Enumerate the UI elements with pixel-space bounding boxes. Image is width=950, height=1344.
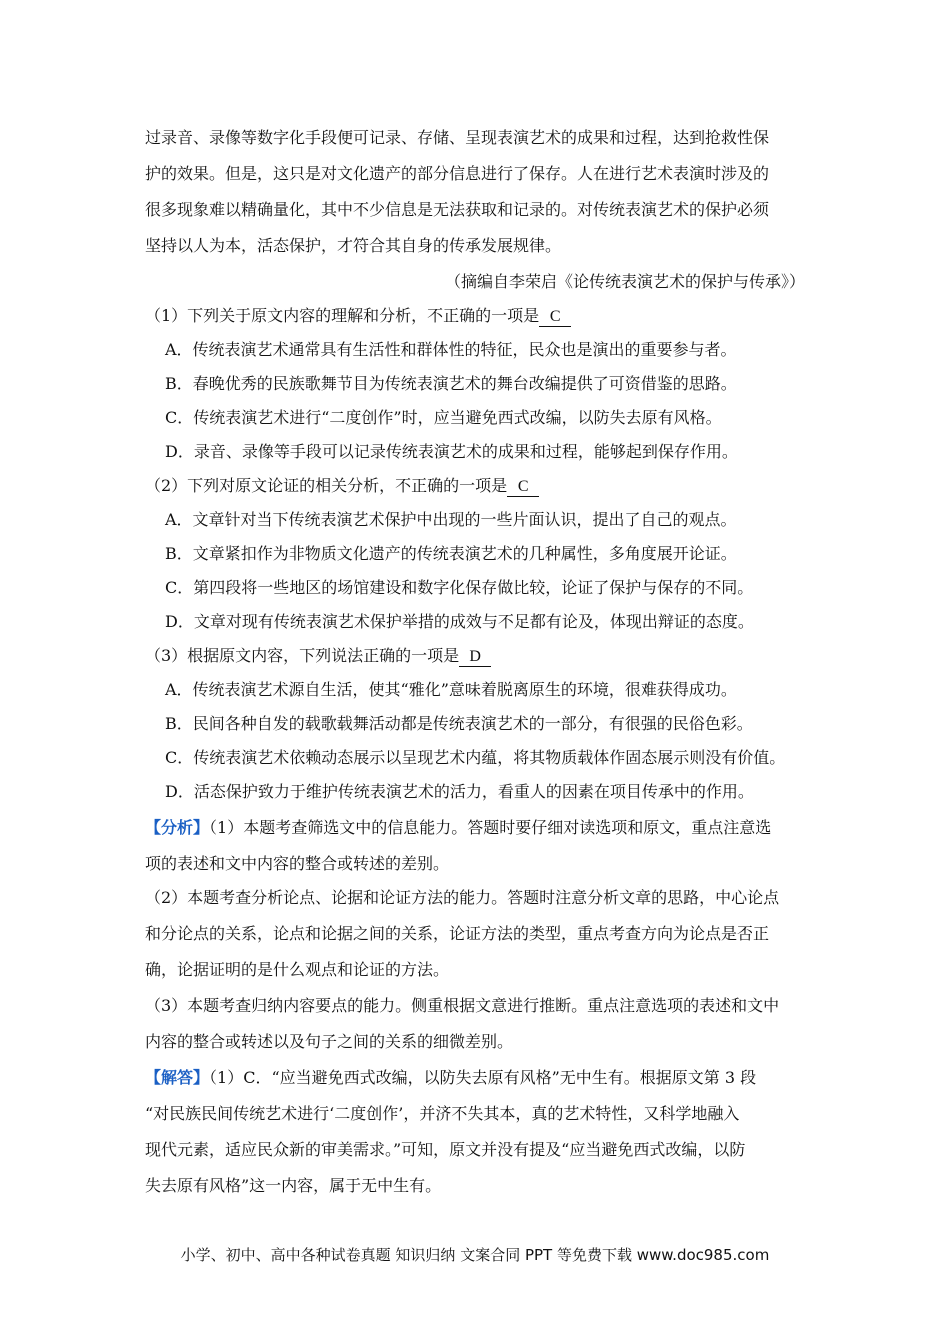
- analysis-line: 项的表述和文中内容的整合或转述的差别。: [145, 854, 450, 873]
- question-stem-text: （1）下列关于原文内容的理解和分析，不正确的一项是: [145, 306, 540, 325]
- question-3-stem: [145, 646, 815, 667]
- analysis-line: 内容的整合或转述以及句子之间的关系的细微差别。: [145, 1032, 514, 1051]
- passage-line: 很多现象难以精确量化，其中不少信息是无法获取和记录的。对传统表演艺术的保护必须: [145, 200, 770, 219]
- question-2-option-c: C．第四段将一些地区的场馆建设和数字化保存做比较，论证了保护与保存的不同。: [165, 578, 754, 597]
- passage-line: 过录音、录像等数字化手段便可记录、存储、呈现表演艺术的成果和过程，达到抢救性保: [145, 128, 770, 147]
- question-2-option-d: D．文章对现有传统表演艺术保护举措的成效与不足都有论及，体现出辩证的态度。: [165, 612, 754, 631]
- source-citation: （摘编自李荣启《论传统表演艺术的保护与传承》）: [444, 272, 805, 291]
- question-3-option-a: A．传统表演艺术源自生活，使其“雅化”意味着脱离原生的环境，很难获得成功。: [165, 680, 737, 699]
- question-2-answer: C: [507, 478, 539, 497]
- question-1-option-a: A．传统表演艺术通常具有生活性和群体性的特征，民众也是演出的重要参与者。: [165, 340, 737, 359]
- passage-line: 坚持以人为本，活态保护，才符合其自身的传承发展规律。: [145, 236, 562, 255]
- question-stem-text: （3）根据原文内容，下列说法正确的一项是: [145, 646, 460, 665]
- analysis-line: [145, 818, 815, 838]
- analysis-tag: 【分析】: [145, 818, 210, 837]
- analysis-line: 和分论点的关系，论点和论据之间的关系，论证方法的类型，重点考查方向为论点是否正: [145, 924, 770, 943]
- question-1-answer: C: [539, 308, 571, 327]
- analysis-text: （1）本题考查筛选文中的信息能力。答题时要仔细对读选项和原文，重点注意选: [209, 818, 772, 837]
- solution-tag: 【解答】: [145, 1068, 210, 1087]
- question-2-option-a: A．文章针对当下传统表演艺术保护中出现的一些片面认识，提出了自己的观点。: [165, 510, 737, 529]
- solution-line: [145, 1068, 815, 1088]
- question-3-option-b: B．民间各种自发的载歌载舞活动都是传统表演艺术的一部分，有很强的民俗色彩。: [165, 714, 753, 733]
- solution-line: 失去原有风格”这一内容，属于无中生有。: [145, 1176, 442, 1195]
- question-1-option-b: B．春晚优秀的民族歌舞节目为传统表演艺术的舞台改编提供了可资借鉴的思路。: [165, 374, 737, 393]
- analysis-line: 确，论据证明的是什么观点和论证的方法。: [145, 960, 450, 979]
- analysis-line: （3）本题考查归纳内容要点的能力。侧重根据文意进行推断。重点注意选项的表述和文中: [145, 996, 780, 1015]
- page-footer[interactable]: 小学、初中、高中各种试卷真题 知识归纳 文案合同 PPT 等免费下载 www.doc985.com: [180, 1246, 770, 1264]
- solution-text: （1）C．“应当避免西式改编，以防失去原有风格”无中生有。根据原文第 3 段: [209, 1068, 757, 1087]
- question-2-option-b: B．文章紧扣作为非物质文化遗产的传统表演艺术的几种属性，多角度展开论证。: [165, 544, 737, 563]
- solution-line: 现代元素，适应民众新的审美需求。”可知，原文并没有提及“应当避免西式改编，以防: [145, 1140, 746, 1159]
- question-stem-text: （2）下列对原文论证的相关分析，不正确的一项是: [145, 476, 508, 495]
- analysis-line: （2）本题考查分析论点、论据和论证方法的能力。答题时注意分析文章的思路，中心论点: [145, 888, 780, 907]
- question-1-stem: [145, 306, 815, 327]
- solution-line: “对民族民间传统艺术进行‘二度创作’，并济不失其本，真的艺术特性，又科学地融入: [145, 1104, 740, 1123]
- question-2-stem: [145, 476, 815, 497]
- question-3-option-d: D．活态保护致力于维护传统表演艺术的活力，看重人的因素在项目传承中的作用。: [165, 782, 754, 801]
- passage-line: 护的效果。但是，这只是对文化遗产的部分信息进行了保存。人在进行艺术表演时涉及的: [145, 164, 770, 183]
- question-1-option-d: D．录音、录像等手段可以记录传统表演艺术的成果和过程，能够起到保存作用。: [165, 442, 738, 461]
- question-1-option-c: C．传统表演艺术进行“二度创作”时，应当避免西式改编，以防失去原有风格。: [165, 408, 722, 427]
- question-3-option-c: C．传统表演艺术依赖动态展示以呈现艺术内蕴，将其物质载体作固态展示则没有价值。: [165, 748, 786, 767]
- question-3-answer: D: [459, 648, 491, 667]
